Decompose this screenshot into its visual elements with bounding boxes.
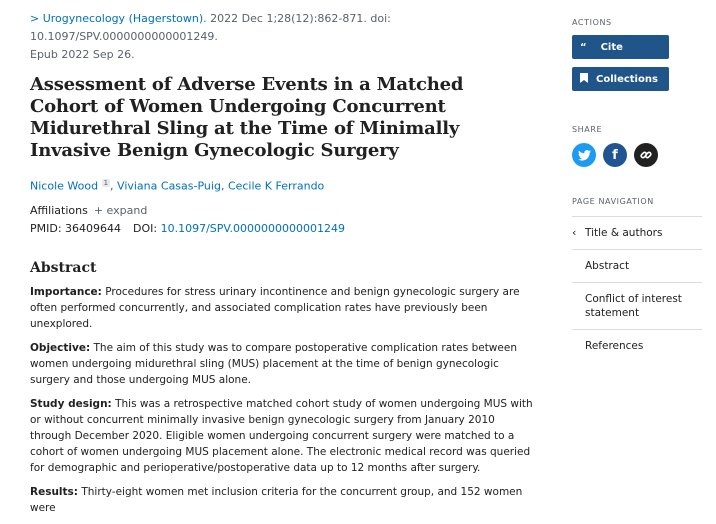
twitter-icon[interactable]: [572, 143, 596, 167]
nav-item-references[interactable]: [572, 330, 702, 362]
section-label: Study design:: [30, 397, 112, 410]
cite-label: Cite: [600, 41, 623, 53]
cite-button[interactable]: [572, 35, 669, 59]
abstract-results: [30, 484, 535, 516]
section-label: Importance:: [30, 285, 102, 298]
section-text: The aim of this study was to compare postoperative complication rates between women undergoing midurethral sling (MUS) placement at the time of benign gynecologic surgery and those undergoing MUS alone.: [30, 341, 517, 386]
abstract-importance: [30, 284, 535, 332]
share-buttons: [572, 143, 702, 167]
article-sidebar: [572, 18, 702, 362]
expand-button[interactable]: + expand: [93, 203, 148, 217]
journal-link[interactable]: [30, 12, 207, 25]
page-navigation: [572, 216, 702, 362]
facebook-icon[interactable]: f: [603, 143, 627, 167]
author-link[interactable]: Cecile K Ferrando: [227, 179, 325, 193]
author-link[interactable]: Nicole Wood: [30, 179, 99, 193]
share-label: SHARE: [572, 125, 603, 134]
collections-label: Collections: [596, 73, 658, 85]
page-nav-label: PAGE NAVIGATION: [572, 197, 654, 206]
doi-link[interactable]: 10.1097/SPV.0000000000001249: [160, 221, 345, 235]
bookmark-icon: [580, 73, 588, 86]
abstract-heading: Abstract: [30, 259, 97, 276]
author-separator: ,: [110, 179, 118, 193]
nav-item-label: Title & authors: [585, 227, 663, 239]
affiliations-label: Affiliations: [30, 203, 88, 217]
journal-chevron-icon: >: [30, 12, 40, 25]
abstract-objective: [30, 340, 535, 388]
citation-details: 2022 Dec 1;28(12):862-871. doi: 10.1097/SPV.0000000000001249.: [30, 12, 391, 43]
identifiers: [30, 220, 535, 238]
epub-date: Epub 2022 Sep 26.: [30, 48, 135, 61]
section-label: Objective:: [30, 341, 91, 354]
section-label: Results:: [30, 485, 78, 498]
article-title: Assessment of Adverse Events in a Matched Cohort of Women Undergoing Concurrent Midurethral Sling at the Time of Minimally Invasive Benign Gynecologic Surgery: [30, 74, 464, 161]
nav-item-label: References: [585, 340, 644, 352]
abstract-study-design: [30, 396, 535, 476]
section-text: Thirty-eight women met inclusion criteria for the concurrent group, and 152 women were: [30, 485, 523, 514]
affiliation-ref[interactable]: 1: [103, 179, 109, 187]
affiliations-toggle[interactable]: [30, 202, 535, 220]
section-text: Procedures for stress urinary incontinence and benign gynecologic surgery are often performed concurrently, and associated complication rates have previously been unexplored.: [30, 285, 520, 330]
section-text: This was a retrospective matched cohort study of women undergoing MUS with or without concurrent minimally invasive benign gynecologic surgery from January 2010 through December 2020. Eligible women undergoing concurrent surgery were matched to a cohort of women undergoing MUS placement alone. The electronic medical record was queried for demographic and perioperative/postoperative data up to 12 months after surgery.: [30, 397, 533, 474]
doi-label: DOI:: [133, 221, 161, 235]
journal-name: Urogynecology (Hagerstown).: [42, 12, 207, 25]
nav-item-title-authors[interactable]: [572, 217, 702, 250]
author-separator: ,: [220, 179, 228, 193]
citation: [30, 10, 535, 64]
nav-item-label: Conflict of interest statement: [585, 293, 682, 319]
author-link[interactable]: Viviana Casas-Puig: [117, 179, 221, 193]
quote-icon: “: [580, 41, 587, 53]
author-list: [30, 174, 535, 196]
permalink-icon[interactable]: [634, 143, 658, 167]
article-main: [30, 10, 535, 524]
chevron-left-icon: ‹: [572, 226, 577, 239]
nav-item-conflict-of-interest[interactable]: [572, 283, 702, 330]
pmid: PMID: 36409644: [30, 221, 122, 235]
actions-label: ACTIONS: [572, 18, 612, 27]
nav-item-abstract[interactable]: [572, 250, 702, 283]
collections-button[interactable]: [572, 67, 669, 91]
nav-item-label: Abstract: [585, 260, 630, 272]
